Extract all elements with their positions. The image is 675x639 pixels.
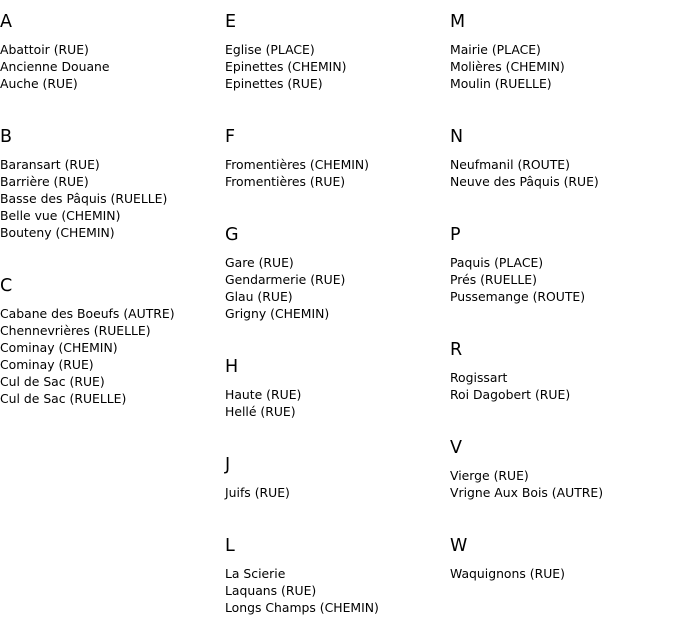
letter-heading: R <box>450 340 463 360</box>
street-link[interactable]: Eglise (PLACE) <box>225 42 315 57</box>
list-item <box>0 305 225 322</box>
list-item <box>0 156 225 173</box>
list-item <box>450 288 675 305</box>
letter-heading: C <box>0 276 13 296</box>
street-link[interactable]: Cabane des Boeufs (AUTRE) <box>0 306 175 321</box>
street-link[interactable]: Ancienne Douane <box>0 59 110 74</box>
list-item <box>0 58 225 75</box>
street-link[interactable]: Chennevrières (RUELLE) <box>0 323 151 338</box>
list-item <box>450 41 675 58</box>
letter-group-w <box>450 524 675 605</box>
letter-heading: F <box>225 127 236 147</box>
list-item <box>225 173 450 190</box>
street-list <box>225 246 450 345</box>
list-item <box>225 582 450 599</box>
letter-group-b <box>0 115 225 264</box>
list-item <box>450 467 675 484</box>
street-link[interactable]: Basse des Pâquis (RUELLE) <box>0 191 168 206</box>
street-list <box>450 148 675 213</box>
street-list <box>225 378 450 443</box>
street-link[interactable]: Longs Champs (CHEMIN) <box>225 600 379 615</box>
street-link[interactable]: Epinettes (CHEMIN) <box>225 59 347 74</box>
letter-group-n <box>450 115 675 213</box>
list-item <box>0 41 225 58</box>
street-column-2 <box>225 0 450 639</box>
letter-heading: V <box>450 438 462 458</box>
street-list <box>0 33 225 115</box>
street-link[interactable]: Barrière (RUE) <box>0 174 89 189</box>
street-link[interactable]: Moulin (RUELLE) <box>450 76 552 91</box>
street-link[interactable]: Fromentières (RUE) <box>225 174 346 189</box>
letter-heading: G <box>225 225 239 245</box>
street-list <box>450 33 675 115</box>
list-item <box>0 322 225 339</box>
list-item <box>0 207 225 224</box>
street-list <box>225 476 450 524</box>
street-link[interactable]: Grigny (CHEMIN) <box>225 306 330 321</box>
list-item <box>450 484 675 501</box>
list-item <box>450 386 675 403</box>
street-link[interactable]: Waquignons (RUE) <box>450 566 565 581</box>
list-item <box>225 156 450 173</box>
letter-heading: B <box>0 127 13 147</box>
list-item <box>0 75 225 92</box>
list-item <box>225 254 450 271</box>
street-list <box>0 148 225 264</box>
street-link[interactable]: Cul de Sac (RUE) <box>0 374 105 389</box>
street-link[interactable]: Gare (RUE) <box>225 255 294 270</box>
list-item <box>225 75 450 92</box>
list-item <box>0 373 225 390</box>
list-item <box>450 58 675 75</box>
letter-heading: A <box>0 12 12 32</box>
list-item <box>225 58 450 75</box>
street-link[interactable]: Vrigne Aux Bois (AUTRE) <box>450 485 604 500</box>
letter-group-j <box>225 443 450 524</box>
street-link[interactable]: Baransart (RUE) <box>0 157 100 172</box>
street-list <box>225 557 450 639</box>
letter-group-m <box>450 0 675 115</box>
street-link[interactable]: Glau (RUE) <box>225 289 293 304</box>
letter-heading: H <box>225 357 239 377</box>
letter-group-a <box>0 0 225 115</box>
letter-heading: L <box>225 536 235 556</box>
letter-group-h <box>225 345 450 443</box>
street-link[interactable]: Cul de Sac (RUELLE) <box>0 391 127 406</box>
street-link[interactable]: Juifs (RUE) <box>225 485 290 500</box>
list-item <box>0 190 225 207</box>
street-link[interactable]: Abattoir (RUE) <box>0 42 89 57</box>
street-link[interactable]: Paquis (PLACE) <box>450 255 544 270</box>
list-item <box>225 386 450 403</box>
list-item <box>0 356 225 373</box>
list-item <box>450 369 675 386</box>
list-item <box>225 599 450 616</box>
street-link[interactable]: Cominay (RUE) <box>0 357 94 372</box>
street-link[interactable]: Prés (RUELLE) <box>450 272 537 287</box>
street-column-1 <box>0 0 225 430</box>
street-list <box>450 459 675 524</box>
list-item <box>0 339 225 356</box>
street-list <box>225 148 450 213</box>
letter-heading: P <box>450 225 461 245</box>
letter-heading: N <box>450 127 464 147</box>
street-link[interactable]: Belle vue (CHEMIN) <box>0 208 121 223</box>
list-item <box>450 254 675 271</box>
list-item <box>0 173 225 190</box>
list-item <box>450 271 675 288</box>
street-link[interactable]: Vierge (RUE) <box>450 468 529 483</box>
letter-heading: W <box>450 536 468 556</box>
list-item <box>225 565 450 582</box>
list-item <box>0 224 225 241</box>
street-list <box>450 246 675 328</box>
street-link[interactable]: Gendarmerie (RUE) <box>225 272 346 287</box>
letter-group-r <box>450 328 675 426</box>
street-link[interactable]: Laquans (RUE) <box>225 583 317 598</box>
street-link[interactable]: Rogissart <box>450 370 508 385</box>
letter-group-l <box>225 524 450 639</box>
street-list <box>450 361 675 426</box>
list-item <box>450 156 675 173</box>
street-link[interactable]: Hellé (RUE) <box>225 404 296 419</box>
street-list <box>225 33 450 115</box>
street-link[interactable]: Mairie (PLACE) <box>450 42 541 57</box>
letter-group-f <box>225 115 450 213</box>
letter-group-e <box>225 0 450 115</box>
list-item <box>225 41 450 58</box>
list-item <box>450 75 675 92</box>
street-link[interactable]: Molières (CHEMIN) <box>450 59 565 74</box>
street-link[interactable]: Cominay (CHEMIN) <box>0 340 118 355</box>
street-link[interactable]: Haute (RUE) <box>225 387 302 402</box>
street-link[interactable]: Bouteny (CHEMIN) <box>0 225 115 240</box>
street-link[interactable]: Epinettes (RUE) <box>225 76 323 91</box>
street-list <box>0 297 225 430</box>
list-item <box>450 173 675 190</box>
street-link[interactable]: Roi Dagobert (RUE) <box>450 387 571 402</box>
list-item <box>225 305 450 322</box>
street-link[interactable]: Neuve des Pâquis (RUE) <box>450 174 599 189</box>
street-link[interactable]: Neufmanil (ROUTE) <box>450 157 570 172</box>
letter-heading: M <box>450 12 466 32</box>
street-link[interactable]: La Scierie <box>225 566 286 581</box>
letter-heading: E <box>225 12 237 32</box>
street-link[interactable]: Auche (RUE) <box>0 76 78 91</box>
street-link[interactable]: Fromentières (CHEMIN) <box>225 157 370 172</box>
letter-group-p <box>450 213 675 328</box>
letter-group-v <box>450 426 675 524</box>
list-item <box>450 565 675 582</box>
letter-group-g <box>225 213 450 345</box>
list-item <box>225 484 450 501</box>
list-item <box>225 403 450 420</box>
street-link[interactable]: Pussemange (ROUTE) <box>450 289 586 304</box>
list-item <box>225 288 450 305</box>
list-item <box>0 390 225 407</box>
letter-group-c <box>0 264 225 430</box>
list-item <box>225 271 450 288</box>
street-column-3 <box>450 0 675 605</box>
letter-heading: J <box>225 455 231 475</box>
street-list <box>450 557 675 605</box>
